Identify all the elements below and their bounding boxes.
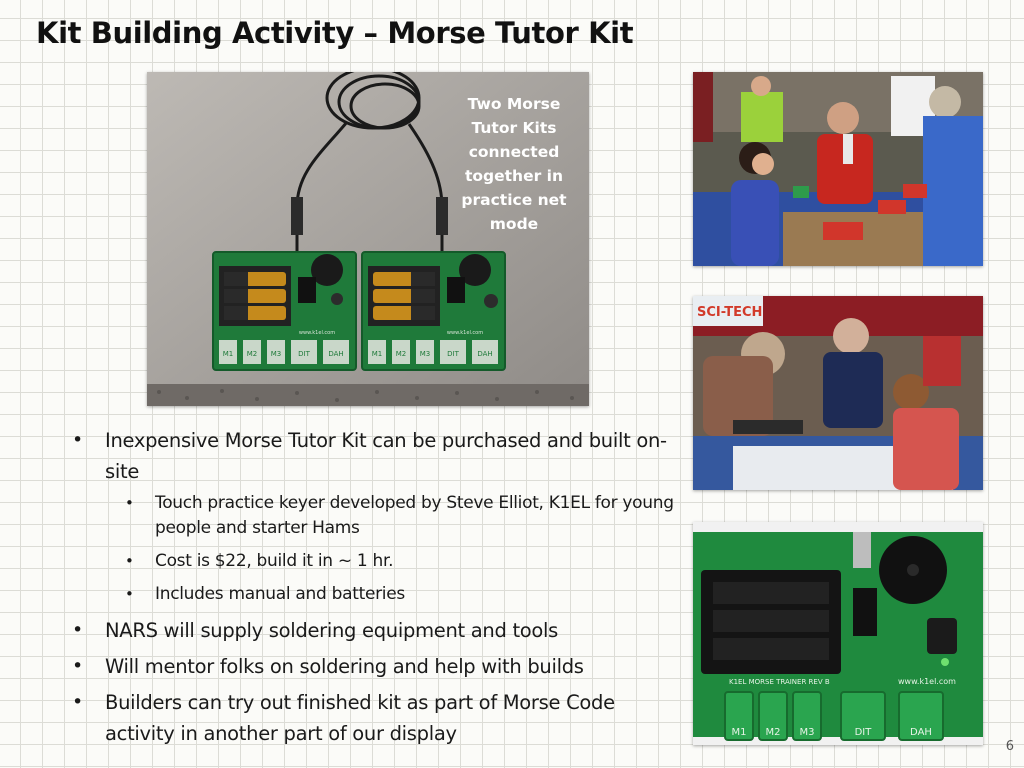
photo-two-morse-tutor-kits xyxy=(147,72,589,406)
sub-bullet-item: • Includes manual and batteries xyxy=(105,582,682,607)
sub-bullet-item: • Touch practice keyer developed by Steve Elliot, K1EL for young people and starter Hams xyxy=(105,491,682,541)
kit-board-right xyxy=(362,252,505,370)
bullet-item xyxy=(72,425,682,607)
board-pad-m3: M3 xyxy=(799,727,815,738)
board-pad-m2: M2 xyxy=(765,727,781,738)
right-board-pad-m2: M2 xyxy=(395,350,407,358)
left-board-url: www.k1el.com xyxy=(298,330,336,336)
board-silkscreen-title: K1EL MORSE TRAINER REV B xyxy=(729,678,830,686)
board-pad-dit: DIT xyxy=(854,727,872,738)
mentoring-photo-illustration xyxy=(693,296,983,490)
kit-board-left xyxy=(213,252,356,370)
bullet-item xyxy=(72,615,682,646)
bullet-text: Will mentor folks on soldering and help with builds xyxy=(105,655,584,678)
bullet-text: Inexpensive Morse Tutor Kit can be purchased and built on-site xyxy=(105,429,667,483)
board-closeup-illustration xyxy=(693,522,983,745)
right-board-pad-m3: M3 xyxy=(419,350,431,358)
sub-bullet-item: • Cost is $22, build it in ~ 1 hr. xyxy=(105,549,682,574)
board-silkscreen-url: www.k1el.com xyxy=(898,677,956,686)
right-board-pad-dit: DIT xyxy=(447,350,459,358)
bullet-list xyxy=(72,425,682,754)
slide-title: Kit Building Activity – Morse Tutor Kit xyxy=(36,16,634,50)
right-board-url: www.k1el.com xyxy=(446,330,484,336)
left-board-pad-m1: M1 xyxy=(222,350,234,358)
photo-morse-trainer-board xyxy=(693,522,983,745)
photo-mentoring-at-table xyxy=(693,296,983,490)
page-number: 6 xyxy=(1005,739,1014,754)
left-board-pad-dit: DIT xyxy=(298,350,310,358)
kit-building-photo-illustration xyxy=(693,72,983,266)
left-board-pad-m2: M2 xyxy=(246,350,258,358)
photo-caption: Two Morse Tutor Kits connected together in practice net mode xyxy=(461,95,567,233)
right-board-pad-m1: M1 xyxy=(371,350,383,358)
bullet-text: NARS will supply soldering equipment and tools xyxy=(105,619,559,642)
sci-tech-banner: SCI-TECH xyxy=(697,305,763,320)
bullet-text: Builders can try out finished kit as part of Morse Code activity in another part of our display xyxy=(105,691,615,745)
bullet-item xyxy=(72,651,682,682)
photo-kit-building-table xyxy=(693,72,983,266)
board-pad-dah: DAH xyxy=(910,727,932,738)
left-board-pad-dah: DAH xyxy=(328,350,344,358)
board-pad-m1: M1 xyxy=(731,727,747,738)
sub-bullet-list xyxy=(105,491,682,607)
bullet-item xyxy=(72,687,682,749)
right-board-pad-dah: DAH xyxy=(477,350,493,358)
left-board-pad-m3: M3 xyxy=(270,350,282,358)
